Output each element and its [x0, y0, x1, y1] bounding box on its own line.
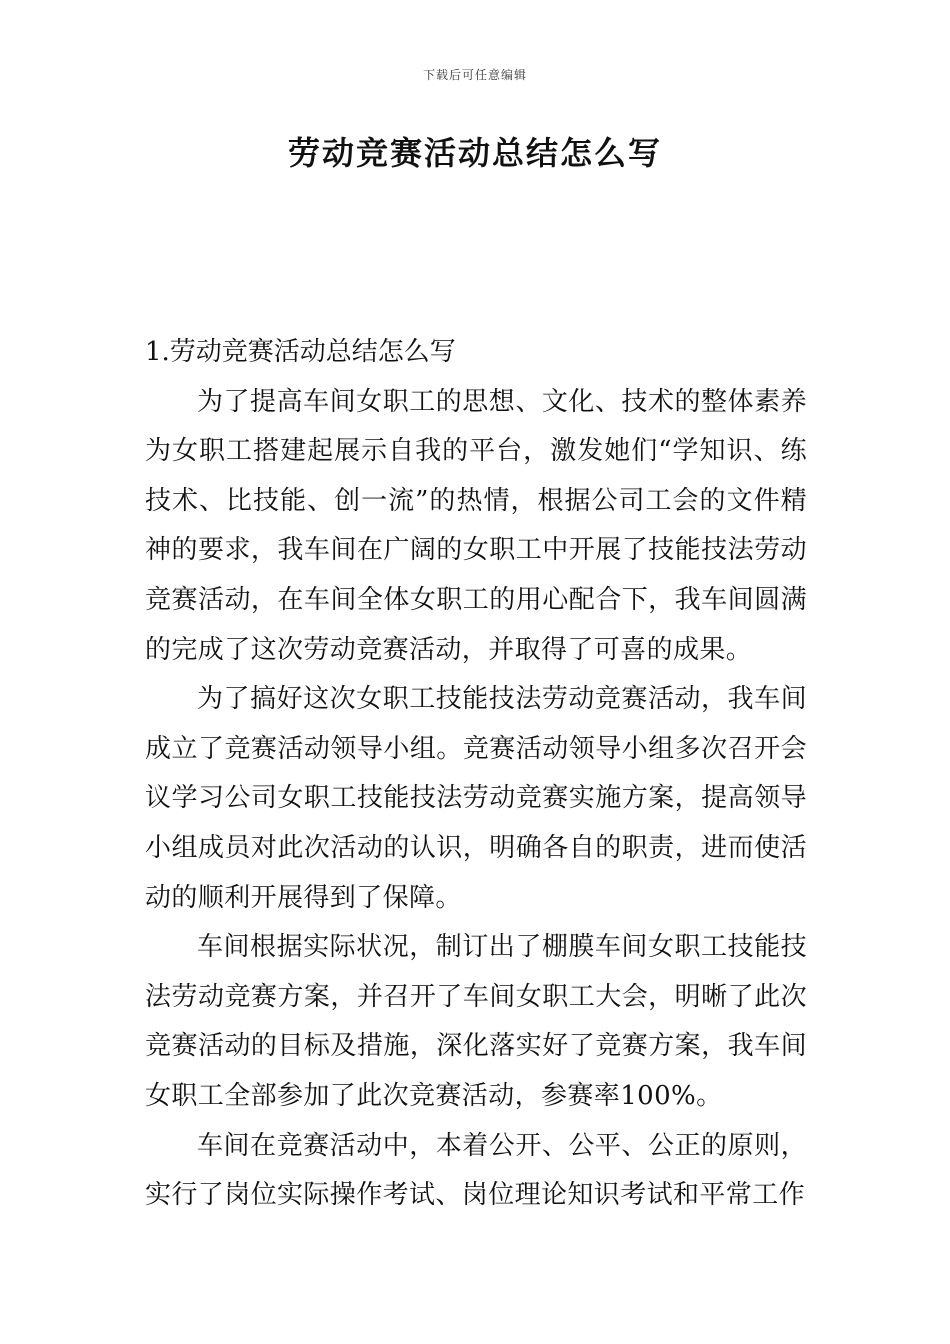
- paragraph-1: 为了提高车间女职工的思想、文化、技术的整体素养为女职工搭建起展示自我的平台，激发她们“学知识、练技术、比技能、创一流”的热情，根据公司工会的文件精神的要求，我车间在广阔的女职工中开展了技能技法劳动竞赛活动，在车间全体女职工的用心配合下，我车间圆满的完成了这次劳动竞赛活动，并取得了可喜的成果。: [145, 386, 807, 665]
- header-note: 下载后可任意编辑: [422, 68, 527, 82]
- paragraph-4: 车间在竞赛活动中，本着公开、公平、公正的原则，实行了岗位实际操作考试、岗位理论知识考试和平常工作: [145, 1130, 807, 1211]
- paragraph-2: 为了搞好这次女职工技能技法劳动竞赛活动，我车间成立了竞赛活动领导小组。竞赛活动领导小组多次召开会议学习公司女职工技能技法劳动竞赛实施方案，提高领导小组成员对此次活动的认识，明确各自的职责，进而使活动的顺利开展得到了保障。: [145, 684, 807, 913]
- section-heading: 1.劳动竞赛活动总结怎么写: [145, 337, 456, 367]
- paragraph-3: 车间根据实际状况，制订出了棚膜车间女职工技能技法劳动竞赛方案，并召开了车间女职工大会，明晰了此次竞赛活动的目标及措施，深化落实好了竞赛方案，我车间女职工全部参加了此次竞赛活动，参赛率100%。: [145, 932, 807, 1111]
- document-title: 劳动竞赛活动总结怎么写: [287, 134, 662, 172]
- document-body: [145, 328, 807, 1221]
